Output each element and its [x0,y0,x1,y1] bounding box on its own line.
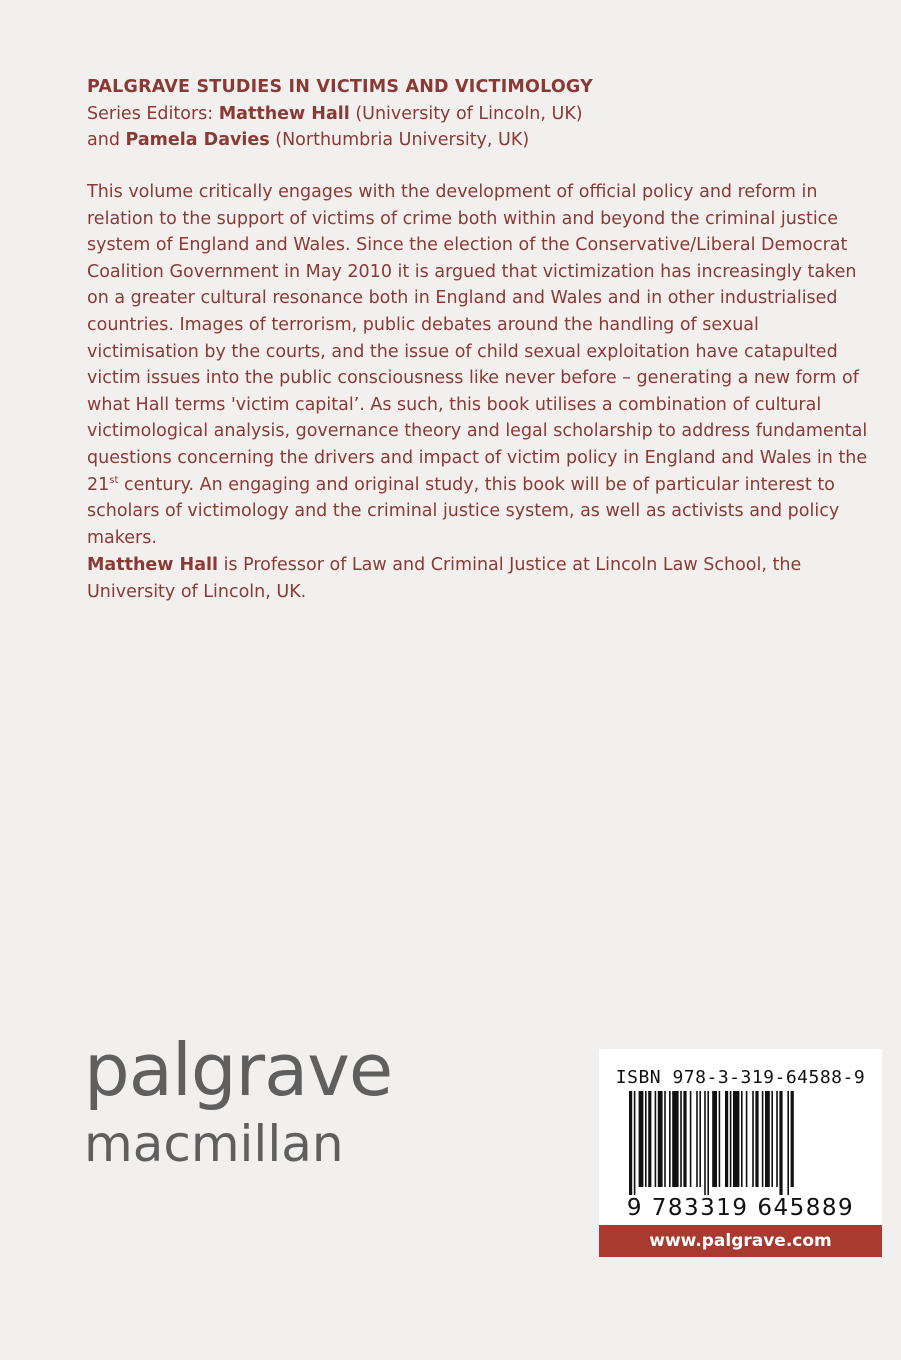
barcode-bar [776,1091,778,1187]
barcode-bar [639,1091,644,1187]
barcode-bar [669,1091,671,1187]
author-bio-paragraph [87,552,873,605]
editor2-affiliation: (Northumbria University, UK) [269,130,530,150]
barcode-bar [645,1091,647,1187]
description-superscript: st [109,474,119,486]
description-part2: century. An engaging and original study, this book will be of particular interest to scholars of victimology and the criminal justice system, as well as activists and policy makers. [87,474,840,548]
series-editors-line-2 [87,127,867,154]
barcode-bar [634,1091,636,1195]
barcode-bar [771,1091,773,1187]
and-text: and [87,130,126,150]
barcode-bar [648,1091,651,1187]
editors-prefix: Series Editors: [87,103,219,124]
editor1-affiliation: (University of Lincoln, UK) [349,103,583,124]
publisher-logo [84,1030,392,1172]
editor2-name: Pamela Davies [125,130,270,150]
barcode-bar [696,1091,698,1187]
website-strip [599,1225,882,1257]
barcode-bar [725,1091,728,1187]
barcode-bar [787,1091,789,1195]
barcode-bar [664,1091,666,1187]
barcode-bar [699,1091,701,1187]
barcode-bar [680,1091,682,1187]
editor1-name: Matthew Hall [218,103,350,124]
barcode-bar [712,1091,717,1187]
series-title: PALGRAVE STUDIES IN VICTIMS AND VICTIMOLOGY [87,77,593,97]
barcode-bar [658,1091,663,1187]
series-info [87,74,867,154]
barcode-bar [765,1091,770,1187]
barcode-bar [733,1091,739,1187]
barcode-bar [779,1091,782,1195]
barcode-bar [704,1091,706,1195]
author-bio-text: is Professor of Law and Criminal Justice at Lincoln Law School, the University of Lincoln, UK. [87,555,802,602]
barcode-bar [730,1091,732,1187]
barcode-bar [746,1091,748,1187]
barcode-bar [755,1091,758,1187]
logo-line-palgrave: palgrave [84,1028,393,1112]
logo-line-macmillan: macmillan [84,1115,344,1173]
author-name: Matthew Hall [87,555,218,575]
description-paragraph [87,179,873,551]
author-bio [87,552,873,605]
barcode-bar [719,1091,721,1187]
barcode-bar [752,1091,754,1187]
barcode-bar [672,1091,678,1187]
barcode-bar [655,1091,657,1187]
series-editors-line [87,101,867,128]
isbn-label: ISBN 978-3-319-64588-9 [615,1067,866,1088]
barcode-bar [707,1091,709,1195]
website-url: www.palgrave.com [649,1231,832,1251]
barcode-bar [741,1091,743,1187]
barcode-digits: 9 783319 645889 [626,1195,855,1221]
book-description [87,179,873,551]
barcode-bar [690,1091,692,1187]
barcode-bar [629,1091,632,1195]
barcode-box [599,1049,882,1225]
barcode-bar [683,1091,686,1187]
barcode-bar [762,1091,764,1187]
description-part1: This volume critically engages with the development of official policy and reform in relation to the support of victims of crime both within and beyond the criminal justice system of England and Wales. Since the election of the Conservative/Liberal Democrat Coalition Government in May 2010 it is argued that victimization has increasingly taken on a greater cultural resonance both in England and Wales and in other industrialised countries. Images of terrorism, public debates around the handling of sexual victimisation by the courts, and the issue of child sexual exploitation have catapulted victim issues into the public consciousness like never before – generating a new form of what Hall terms 'victim capital’. As such, this book utilises a combination of cultural victimological analysis, governance theory and legal scholarship to address fundamental questions concerning the drivers and impact of victim policy in England and Wales in the 21 [87,182,868,495]
barcode-bars [625,1091,857,1195]
barcode-bar [791,1091,794,1187]
